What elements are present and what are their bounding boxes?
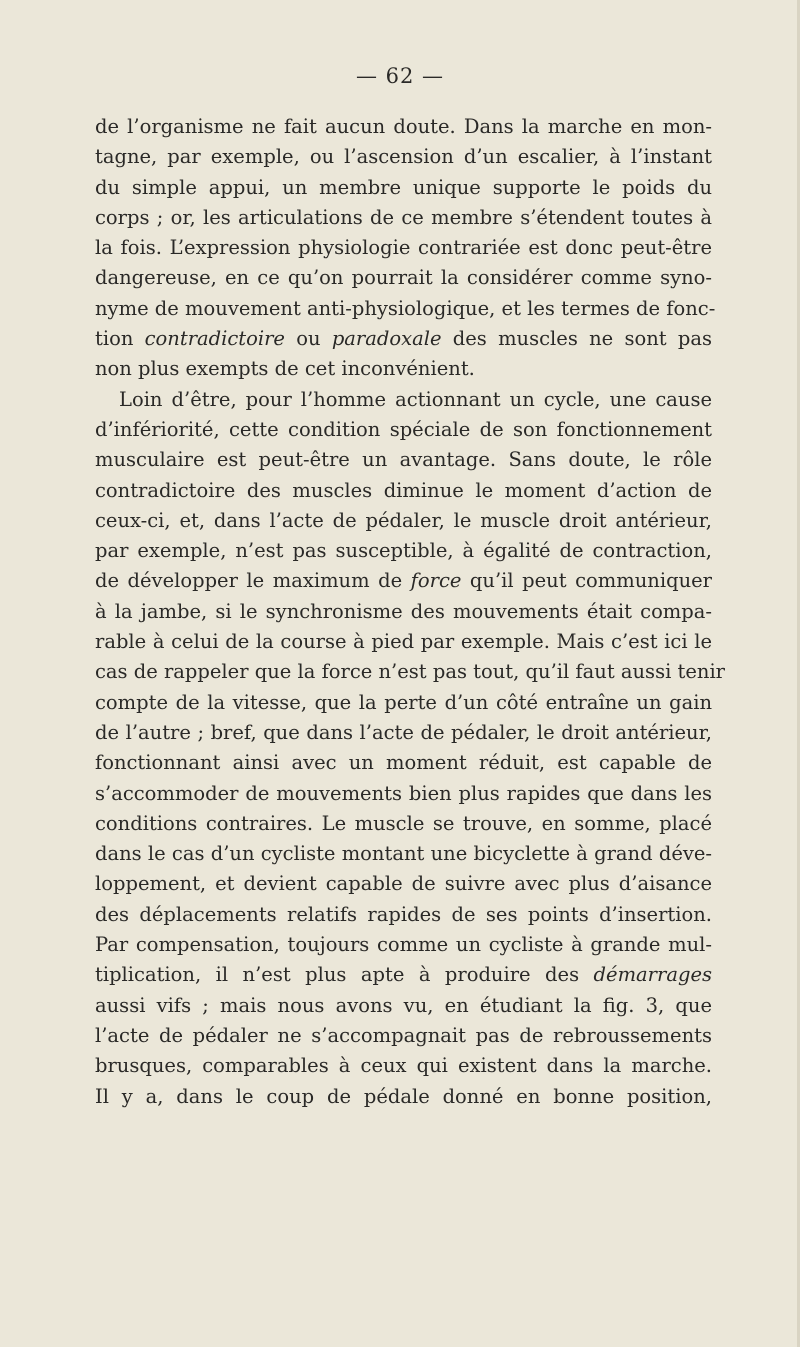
text-line: du simple appui, un membre unique supporte le poids du — [95, 175, 712, 199]
text-line: loppement, et devient capable de suivre avec plus d’aisance — [95, 872, 712, 896]
text-line: compte de la vitesse, que la perte d’un côté entraîne un gain — [95, 690, 712, 714]
text-line — [95, 324, 712, 354]
text-line: dans le cas d’un cycliste montant une bicyclette à grand déve- — [95, 842, 712, 866]
text-line — [95, 566, 712, 596]
text-line: ceux-ci, et, dans l’acte de pédaler, le muscle droit antérieur, — [95, 508, 712, 532]
page-number: — 62 — — [355, 64, 445, 88]
text-line: l’acte de pédaler ne s’accompagnait pas de rebroussements — [95, 1023, 712, 1047]
text-run: tiplication, il n’est plus apte à produire des — [95, 963, 594, 987]
text-line: aussi vifs ; mais nous avons vu, en étudiant la fig. 3, que — [95, 993, 712, 1017]
text-line: dangereuse, en ce qu’on pourrait la considérer comme syno- — [95, 266, 712, 290]
text-line: contradictoire des muscles diminue le moment d’action de — [95, 478, 712, 502]
text-run: tion — [95, 327, 145, 351]
text-line: des déplacements relatifs rapides de ses points d’insertion. — [95, 902, 712, 926]
text-line: Par compensation, toujours comme un cycliste à grande mul- — [95, 933, 712, 957]
text-line: à la jambe, si le synchronisme des mouvements était compa- — [95, 599, 712, 623]
italic-term: paradoxale — [331, 327, 442, 351]
text-line: rable à celui de la course à pied par exemple. Mais c’est ici le — [95, 630, 712, 654]
italic-term: démarrages — [593, 963, 712, 987]
text-line: tagne, par exemple, ou l’ascension d’un escalier, à l’instant — [95, 145, 712, 169]
text-run: ou — [284, 327, 332, 351]
text-line: de l’autre ; bref, que dans l’acte de pédaler, le droit antérieur, — [95, 720, 712, 744]
text-line: Il y a, dans le coup de pédale donné en bonne position, — [95, 1084, 712, 1108]
text-line — [95, 960, 712, 990]
text-line: par exemple, n’est pas susceptible, à égalité de contraction, — [95, 539, 712, 563]
body-text — [95, 112, 725, 1112]
text-line: non plus exempts de cet inconvénient. — [95, 357, 475, 381]
text-line: cas de rappeler que la force n’est pas tout, qu’il faut aussi tenir — [95, 660, 725, 684]
text-run: de développer le maximum de — [95, 569, 411, 593]
text-line: musculaire est peut-être un avantage. Sans doute, le rôle — [95, 448, 712, 472]
text-line: la fois. L’expression physiologie contrariée est donc peut-être — [95, 236, 712, 260]
text-run: des muscles ne sont pas — [441, 327, 712, 351]
text-line: d’infériorité, cette condition spéciale de son fonctionnement — [95, 417, 712, 441]
text-line: conditions contraires. Le muscle se trouve, en somme, placé — [95, 811, 712, 835]
text-line: brusques, comparables à ceux qui existent dans la marche. — [95, 1054, 712, 1078]
text-line: fonctionnant ainsi avec un moment réduit, est capable de — [95, 751, 712, 775]
italic-term: force — [410, 569, 462, 593]
italic-term: contradictoire — [144, 327, 285, 351]
text-line: corps ; or, les articulations de ce membre s’étendent toutes à — [95, 205, 712, 229]
text-line: de l’organisme ne fait aucun doute. Dans la marche en mon- — [95, 115, 712, 138]
paragraph-start-line: Loin d’être, pour l’homme actionnant un cycle, une cause — [119, 387, 712, 411]
text-line: nyme de mouvement anti-physiologique, et les termes de fonc- — [95, 296, 716, 320]
text-run: qu’il peut communiquer — [461, 569, 712, 593]
text-line: s’accommoder de mouvements bien plus rapides que dans les — [95, 781, 712, 805]
